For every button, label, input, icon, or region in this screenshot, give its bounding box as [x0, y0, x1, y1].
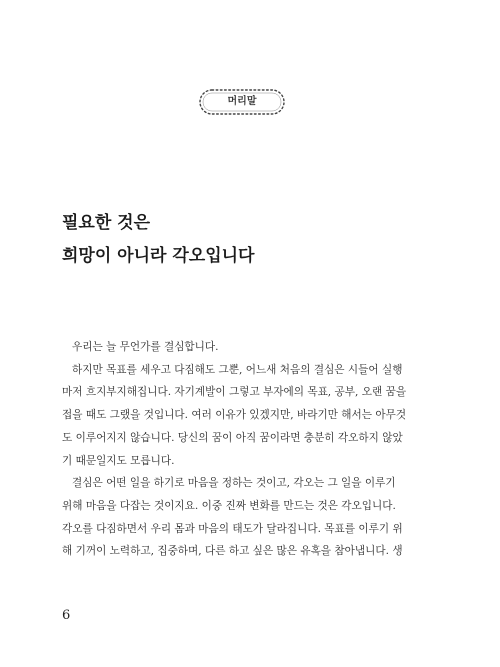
body-line: 각오를 다짐하면서 우리 몸과 마음의 태도가 달라집니다. 목표를 이루기 위	[62, 522, 403, 535]
preface-badge	[194, 85, 290, 119]
body-line: 마저 흐지부지해집니다. 자기계발이 그렇고 부자에의 목표, 공부, 오랜 꿈을	[62, 386, 407, 399]
body-line: 기 때문일지도 모릅니다.	[62, 454, 175, 467]
body-line: 도 이루어지지 않습니다. 당신의 꿈이 아직 꿈이라면 충분히 각오하지 않았	[62, 431, 403, 444]
body-line: 하지만 목표를 세우고 다짐해도 그뿐, 어느새 처음의 결심은 시들어 실행	[72, 363, 403, 376]
page-number: 6	[62, 608, 71, 623]
page-title	[62, 207, 254, 273]
body-line: 접을 때도 그랬을 것입니다. 여러 이유가 있겠지만, 바라기만 해서는 아무것	[62, 409, 407, 422]
badge-label: 머리말	[227, 96, 257, 107]
body-line: 위해 마음을 다잡는 것이지요. 이중 진짜 변화를 만드는 것은 각오입니다.	[62, 499, 396, 512]
body-line: 우리는 늘 무언가를 결심합니다.	[72, 341, 219, 353]
title-line-1: 필요한 것은	[62, 213, 151, 233]
title-line-2: 희망이 아니라 각오입니다	[62, 246, 255, 266]
body-text	[62, 336, 407, 563]
body-line: 결심은 어떤 일을 하기로 마음을 정하는 것이고, 각오는 그 일을 이루기	[72, 477, 396, 490]
body-line: 해 기꺼이 노력하고, 집중하며, 다른 하고 싶은 많은 유혹을 참아냅니다. 생	[62, 545, 403, 558]
